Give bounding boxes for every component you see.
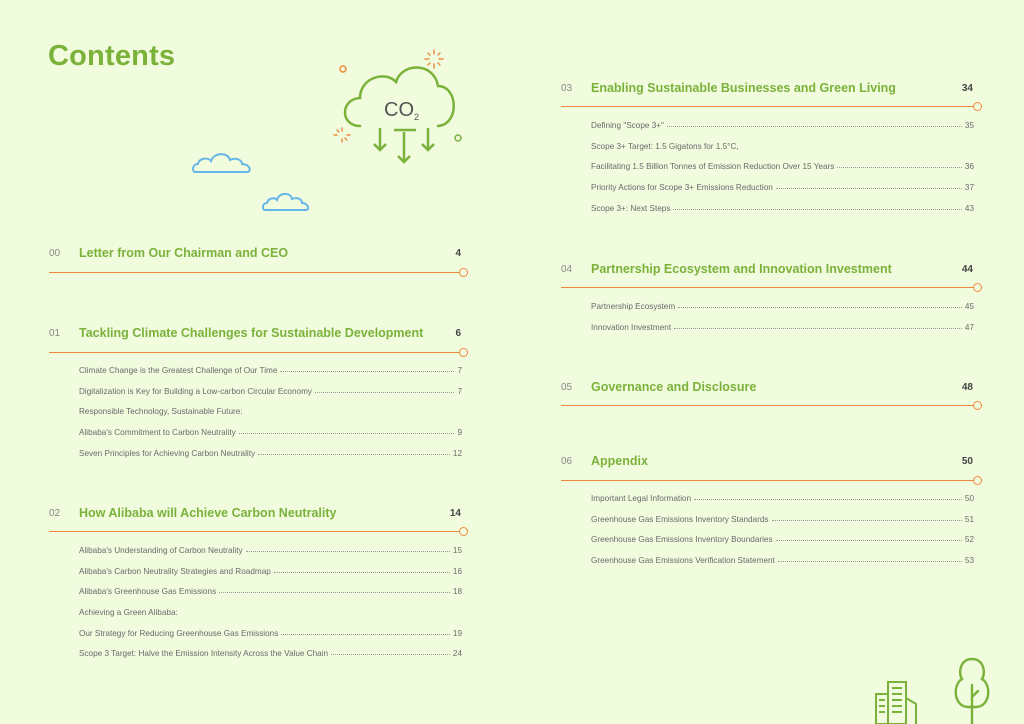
toc-entry[interactable]: Climate Change is the Greatest Challenge of Our Time 7 [79,366,462,375]
toc-section-03[interactable] [561,83,973,97]
section-number: 00 [49,248,61,259]
section-page: 14 [449,508,461,519]
toc-section-04[interactable] [561,264,973,278]
section-page: 50 [961,456,973,467]
co2-cloud-icon [330,44,470,174]
section-page: 48 [961,382,973,393]
section-rule [49,272,463,273]
section-page: 44 [961,264,973,275]
tree-icon [950,655,994,724]
toc-entry[interactable]: Alibaba's Commitment to Carbon Neutrality 9 [79,428,462,438]
co2-label: CO [384,99,414,121]
section-page: 6 [455,328,461,339]
toc-entry[interactable]: Greenhouse Gas Emissions Inventory Boundaries 52 [591,535,974,545]
section-rule [49,352,463,353]
toc-entry[interactable]: Alibaba's Carbon Neutrality Strategies and Roadmap 16 [79,566,462,576]
section-number: 06 [561,456,573,467]
section-title[interactable]: How Alibaba will Achieve Carbon Neutrality [79,506,337,520]
section-title[interactable]: Tackling Climate Challenges for Sustainable Development [79,326,424,340]
section-page: 34 [961,83,973,94]
section-number: 01 [49,328,61,339]
section-title[interactable]: Appendix [591,454,648,468]
toc-entry[interactable]: Our Strategy for Reducing Greenhouse Gas Emissions 19 [79,628,462,638]
toc-entry[interactable]: Seven Principles for Achieving Carbon Neutrality 12 [79,448,462,458]
toc-entry[interactable]: Important Legal Information 50 [591,494,974,503]
toc-entry[interactable]: Greenhouse Gas Emissions Verification Statement 53 [591,556,974,566]
toc-entries-04 [591,302,974,343]
toc-entry[interactable]: Defining "Scope 3+" 35 [591,121,974,130]
section-rule [49,531,463,532]
cloud-icon [262,190,312,214]
toc-entries-01 [79,366,462,469]
toc-section-00[interactable] [49,248,461,262]
toc-entries-02 [79,546,462,670]
section-rule [561,287,977,288]
toc-entry[interactable]: Innovation Investment 47 [591,322,974,332]
section-rule [561,480,977,481]
section-number: 02 [49,508,61,519]
section-title[interactable]: Enabling Sustainable Businesses and Green Living [591,81,896,95]
toc-entries-06 [591,494,974,577]
toc-section-06[interactable] [561,456,973,470]
page-title: Contents [48,40,176,72]
cloud-icon [192,150,254,176]
toc-entry[interactable]: Alibaba's Greenhouse Gas Emissions 18 [79,587,462,597]
toc-entry[interactable]: Alibaba's Understanding of Carbon Neutrality 15 [79,546,462,555]
building-icon [870,674,940,724]
section-number: 03 [561,83,573,94]
toc-entry[interactable]: Greenhouse Gas Emissions Inventory Standards 51 [591,514,974,524]
toc-entry: Achieving a Green Alibaba: [79,608,178,618]
section-title[interactable]: Letter from Our Chairman and CEO [79,246,289,260]
section-rule [561,106,977,107]
toc-entry[interactable]: Priority Actions for Scope 3+ Emissions Reduction 37 [591,183,974,193]
toc-entry[interactable]: Facilitating 1.5 Billion Tonnes of Emission Reduction Over 15 Years 36 [591,162,974,172]
section-rule [561,405,977,406]
toc-section-01[interactable] [49,328,461,342]
toc-entry[interactable]: Scope 3 Target: Halve the Emission Intensity Across the Value Chain 24 [79,649,462,659]
toc-section-05[interactable] [561,382,973,396]
co2-subscript: 2 [414,112,420,122]
toc-section-02[interactable] [49,508,461,522]
section-title[interactable]: Partnership Ecosystem and Innovation Investment [591,262,892,276]
toc-entry[interactable]: Partnership Ecosystem 45 [591,302,974,311]
toc-entry[interactable]: Digitalization is Key for Building a Low-carbon Circular Economy 7 [79,386,462,396]
section-number: 04 [561,264,573,275]
toc-entry: Responsible Technology, Sustainable Future: [79,407,243,417]
toc-entry[interactable]: Scope 3+: Next Steps 43 [591,203,974,213]
toc-entry: Scope 3+ Target: 1.5 Gigatons for 1.5°C, [591,141,739,151]
section-number: 05 [561,382,573,393]
section-title[interactable]: Governance and Disclosure [591,380,757,394]
toc-entries-03 [591,121,974,224]
section-page: 4 [455,248,461,259]
